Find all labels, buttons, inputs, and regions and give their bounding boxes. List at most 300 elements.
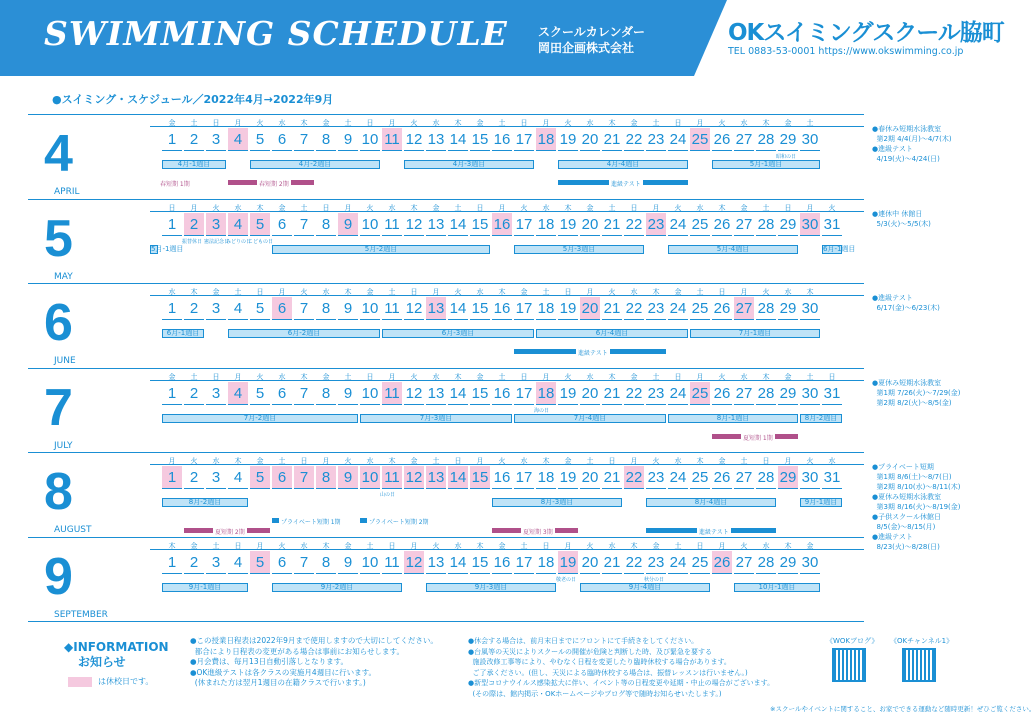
weekday-label: 日 [608,457,616,465]
weekday-label: 水 [586,372,594,381]
holiday-day-cell: 12 [404,466,424,489]
weekday-label: 土 [366,541,374,550]
blog-qr-code[interactable] [832,648,866,682]
weekday-label: 日 [520,372,528,381]
month-divider [28,199,864,200]
day-cell: 24 [668,128,688,151]
day-cell: 2 [184,128,204,151]
week-label: 7月-3週目 [360,414,512,423]
day-cell: 3 [206,382,226,405]
holiday-day-cell: 16 [492,213,512,236]
day-cell: 10 [360,213,380,236]
weekday-label: 木 [762,119,770,127]
month-notes: ●夏休み短期水泳教室 第1期 7/26(火)～7/29(金) 第2期 8/2(火)～8/5(金) [872,378,961,407]
month-notes: ●進級テスト 6/17(金)～6/23(木) [872,294,940,312]
day-cell: 7 [294,213,314,236]
holiday-legend-swatch [68,677,92,687]
week-label: 4月-3週目 [404,160,534,169]
weekday-label: 土 [190,119,198,127]
weekday-label: 木 [806,288,814,296]
day-cell: 8 [316,551,336,574]
weekday-label: 木 [410,203,418,212]
day-cell: 8 [316,128,336,151]
day-cell: 15 [470,213,490,236]
weekday-label: 火 [410,119,418,127]
day-cell: 13 [426,551,446,574]
weekday-label: 水 [168,288,176,296]
day-cell: 28 [756,213,776,236]
weekday-label: 土 [498,372,506,381]
weekday-label: 日 [674,119,682,127]
weekday-label: 水 [454,541,462,550]
day-cell: 13 [426,128,446,151]
event-label: 春短期 1期 [160,181,190,188]
weekday-label: 火 [256,119,264,127]
week-label: 6月-1週目 [162,329,204,338]
weekday-label: 火 [828,203,836,212]
weekday-label: 水 [542,203,550,212]
holiday-day-cell: 13 [426,466,446,489]
month-divider [28,537,864,538]
week-label: 8月-1週目 [668,414,798,423]
weekday-label: 月 [806,203,814,212]
weekday-label: 水 [740,372,748,381]
day-cell: 22 [624,213,644,236]
day-cell: 20 [580,382,600,405]
day-cell: 26 [712,382,732,405]
weekday-label: 水 [234,203,242,212]
day-note: こどもの日 [248,238,274,245]
weekday-label: 水 [828,457,836,465]
weekday-label: 土 [696,288,704,296]
day-cell: 6 [272,213,292,236]
holiday-day-cell: 9 [338,466,358,489]
holiday-day-cell: 4 [228,382,248,405]
weekday-label: 月 [432,288,440,296]
weekday-label: 火 [520,203,528,212]
weekday-label: 火 [190,457,198,465]
day-cell: 19 [558,213,578,236]
weekday-label: 木 [454,119,462,127]
weekday-label: 木 [256,203,264,212]
weekday-label: 水 [520,457,528,465]
weekday-label: 水 [630,288,638,296]
holiday-day-cell: 6 [272,466,292,489]
weekday-label: 火 [278,541,286,550]
weekday-label: 火 [454,288,462,296]
holiday-day-cell: 22 [624,466,644,489]
weekday-label: 日 [542,541,550,550]
day-cell: 4 [228,551,248,574]
weekday-label: 日 [784,203,792,212]
weekday-label: 木 [784,541,792,550]
day-cell: 24 [668,213,688,236]
day-note: 昭和の日 [776,154,797,160]
day-cell: 9 [338,551,358,574]
week-label: 9月-2週目 [272,583,402,592]
day-cell: 14 [448,297,468,320]
month-name: AUGUST [54,525,92,535]
day-cell: 3 [206,466,226,489]
day-cell: 24 [668,382,688,405]
week-label: 7月-2週目 [162,414,358,423]
weekday-label: 金 [322,372,330,381]
event-label: 進級テスト [611,181,641,188]
day-cell: 16 [492,551,512,574]
month-block [0,203,1024,287]
day-cell: 26 [712,297,732,320]
holiday-day-cell: 27 [734,297,754,320]
weekday-label: 金 [806,541,814,550]
holiday-day-cell: 5 [250,551,270,574]
month-name: APRIL [54,187,80,197]
weekday-label: 火 [652,457,660,465]
week-label: 10月-1週目 [734,583,820,592]
weekday-label: 月 [740,288,748,296]
day-cell: 1 [162,297,182,320]
day-cell: 21 [602,466,622,489]
weekday-label: 金 [652,541,660,550]
weekday-label: 日 [564,288,572,296]
day-cell: 14 [448,551,468,574]
week-label: 6月-3週目 [382,329,534,338]
day-cell: 2 [184,551,204,574]
weekday-label: 月 [696,372,704,381]
weekday-label: 月 [718,541,726,550]
day-cell: 30 [800,382,820,405]
day-cell: 11 [382,213,402,236]
weekday-label: 月 [388,119,396,127]
weekday-label: 土 [806,119,814,127]
month-divider [28,283,864,284]
weekday-label: 金 [190,541,198,550]
weekday-label: 金 [256,457,264,465]
weekday-label: 日 [762,457,770,465]
weekday-label: 水 [432,372,440,381]
weekday-label: 土 [674,541,682,550]
weekday-label: 火 [586,541,594,550]
event-label: 夏短期 1期 [743,434,773,442]
weekday-label: 水 [432,119,440,127]
channel-qr-code[interactable] [902,648,936,682]
day-cell: 28 [756,466,776,489]
weekday-label: 木 [564,203,572,212]
weekday-label: 月 [168,457,176,465]
weekday-label: 火 [344,457,352,465]
week-label: 5月-2週目 [272,245,490,254]
day-cell: 22 [624,128,644,151]
holiday-day-cell: 18 [536,382,556,405]
weekday-label: 土 [520,541,528,550]
weekday-label: 土 [344,372,352,381]
day-cell: 22 [624,551,644,574]
weekday-label: 土 [586,457,594,465]
week-label: 6月-2週目 [228,329,380,338]
day-cell: 7 [294,128,314,151]
week-label: 8月-2週目 [162,498,248,507]
weekday-label: 火 [212,203,220,212]
weekday-label: 日 [454,457,462,465]
weekday-label: 月 [564,541,572,550]
day-cell: 12 [404,382,424,405]
day-cell: 14 [448,128,468,151]
schedule-period: ●スイミング・スケジュール／2022年4月→2022年9月 [52,93,334,106]
event-label: 夏短期 3期 [523,529,553,536]
month-name: MAY [54,271,73,282]
channel-qr-label: 《OKチャンネル1》 [890,637,954,645]
weekday-label: 水 [278,372,286,381]
day-cell: 3 [206,297,226,320]
holiday-day-cell: 25 [690,128,710,151]
weekday-label: 月 [476,457,484,465]
holiday-day-cell: 20 [580,297,600,320]
weekday-label: 月 [784,457,792,465]
day-cell: 28 [756,297,776,320]
holiday-day-cell: 1 [162,466,182,489]
weekday-label: 火 [718,372,726,381]
month-name: SEPTEMBER [54,609,108,620]
weekday-label: 木 [300,372,308,381]
day-cell: 28 [756,128,776,151]
weekday-label: 土 [652,372,660,381]
holiday-day-cell: 12 [404,551,424,574]
info-footer: ※スクールやイベントに関すること、お家でできる運動など随時更新！ぜひご覧ください。 [770,705,1035,713]
holiday-day-cell: 29 [778,466,798,489]
day-cell: 6 [272,551,292,574]
weekday-label: 土 [432,457,440,465]
weekday-label: 金 [630,372,638,381]
weekday-label: 水 [674,457,682,465]
day-cell: 27 [734,213,754,236]
weekday-label: 土 [652,119,660,127]
holiday-day-cell: 2 [184,213,204,236]
day-note: 振替休日 [182,238,203,245]
weekday-label: 土 [190,372,198,381]
page-title: SWIMMING SCHEDULE [44,14,508,53]
holiday-day-cell: 11 [382,382,402,405]
day-cell: 30 [800,128,820,151]
day-cell: 5 [250,382,270,405]
weekday-label: 月 [344,203,352,212]
subtitle-line2: 岡田企画株式会社 [538,41,635,55]
day-cell: 8 [316,297,336,320]
week-label: 8月-4週目 [646,498,776,507]
weekday-label: 金 [410,457,418,465]
day-cell: 23 [646,297,666,320]
day-cell: 26 [712,466,732,489]
day-cell: 15 [470,551,490,574]
holiday-day-cell: 11 [382,128,402,151]
day-cell: 1 [162,128,182,151]
holiday-day-cell: 5 [250,213,270,236]
month-notes: ●連休中 休館日 5/3(火)～5/5(木) [872,209,931,228]
month-number: 9 [44,547,73,606]
day-cell: 5 [250,297,270,320]
holiday-day-cell: 15 [470,466,490,489]
weekday-label: 月 [498,203,506,212]
bottom-divider [28,621,864,622]
day-cell: 26 [712,128,732,151]
day-cell: 29 [778,551,798,574]
day-cell: 21 [602,128,622,151]
day-cell: 29 [778,382,798,405]
school-logo: OKスイミングスクール脇町 [728,20,1004,46]
holiday-day-cell: 30 [800,213,820,236]
weekday-label: 日 [234,541,242,550]
information-title [64,640,169,670]
holiday-day-cell: 7 [294,466,314,489]
day-note: 憲法記念日 [204,238,230,245]
weekday-label: 月 [278,288,286,296]
day-cell: 11 [382,297,402,320]
weekday-label: 日 [476,203,484,212]
weekday-label: 日 [828,372,836,381]
weekday-label: 木 [630,541,638,550]
day-cell: 29 [778,297,798,320]
day-cell: 30 [800,551,820,574]
day-cell: 9 [338,128,358,151]
day-cell: 25 [690,466,710,489]
day-cell: 22 [624,382,644,405]
day-cell: 3 [206,128,226,151]
weekday-label: 金 [344,541,352,550]
weekday-label: 日 [256,288,264,296]
weekday-label: 火 [564,372,572,381]
header-subtitle [538,24,645,56]
day-cell: 12 [404,213,424,236]
day-cell: 17 [514,466,534,489]
month-block [0,541,1024,625]
holiday-day-cell: 8 [316,466,336,489]
weekday-label: 土 [740,457,748,465]
day-cell: 25 [690,551,710,574]
weekday-label: 水 [696,203,704,212]
month-block [0,456,1024,551]
weekday-label: 木 [498,288,506,296]
day-cell: 27 [734,128,754,151]
week-label: 5月-1週目 [151,244,184,253]
month-divider [28,114,864,115]
contact-info: TEL 0883-53-0001 https://www.okswimming.co.jp [728,46,964,57]
day-note: 山の日 [380,492,396,498]
holiday-day-cell: 10 [360,466,380,489]
day-cell: 19 [558,466,578,489]
week-label: 7月-1週目 [690,329,820,338]
day-cell: 17 [514,128,534,151]
weekday-label: 水 [762,541,770,550]
event-label: 夏短期 2期 [215,529,245,536]
day-cell: 10 [360,128,380,151]
day-cell: 21 [602,297,622,320]
holiday-day-cell: 13 [426,297,446,320]
weekday-label: 月 [542,372,550,381]
info-notes-left: ●この授業日程表は2022年9月まで使用しますので大切にしてください。 都合により日程表の変更がある場合は事前にお知らせします。 ●月会費は、毎月13日自動引落しとなります。 ●OK進級テストは各クラスの実施月4週目に行います。 (休まれた方は翌月1週目の在籍クラスで行います。) [190,636,438,687]
weekday-label: 土 [234,288,242,296]
holiday-day-cell: 4 [228,128,248,151]
day-cell: 16 [492,297,512,320]
holiday-day-cell: 4 [228,213,248,236]
month-block [0,372,1024,456]
day-cell: 23 [646,551,666,574]
weekday-label: 水 [300,541,308,550]
weekday-label: 木 [454,372,462,381]
weekday-label: 土 [300,203,308,212]
event-label: プライベート短期 2期 [369,519,429,526]
day-cell: 6 [272,382,292,405]
day-cell: 6 [272,128,292,151]
day-cell: 8 [316,213,336,236]
event-label: 進級テスト [578,350,608,357]
weekday-label: 月 [190,203,198,212]
blog-qr-label: 《WOKブログ》 [826,637,879,645]
holiday-day-cell: 23 [646,213,666,236]
day-cell: 2 [184,382,204,405]
day-cell: 17 [514,551,534,574]
holiday-day-cell: 5 [250,466,270,489]
day-cell: 29 [778,213,798,236]
weekday-label: 金 [586,203,594,212]
day-cell: 24 [668,297,688,320]
holiday-day-cell: 11 [382,466,402,489]
day-cell: 19 [558,128,578,151]
weekday-label: 水 [608,541,616,550]
weekday-label: 木 [190,288,198,296]
day-cell: 20 [580,466,600,489]
information-title-jp: お知らせ [78,655,126,669]
day-cell: 23 [646,382,666,405]
day-cell: 7 [294,382,314,405]
weekday-label: 木 [608,372,616,381]
day-note: みどりの日 [226,238,252,245]
weekday-label: 木 [696,457,704,465]
day-cell: 28 [756,551,776,574]
weekday-label: 水 [322,288,330,296]
day-cell: 16 [492,466,512,489]
month-number: 5 [44,209,73,268]
holiday-day-cell: 19 [558,551,578,574]
day-cell: 2 [184,466,204,489]
week-label: 4月-4週目 [558,160,688,169]
day-cell: 15 [470,128,490,151]
weekday-label: 水 [740,119,748,127]
day-cell: 8 [316,382,336,405]
day-cell: 25 [690,297,710,320]
holiday-day-cell: 14 [448,466,468,489]
weekday-label: 金 [784,372,792,381]
weekday-label: 金 [432,203,440,212]
day-cell: 26 [712,213,732,236]
weekday-label: 木 [168,541,176,550]
day-cell: 18 [536,297,556,320]
day-cell: 13 [426,382,446,405]
weekday-label: 月 [586,288,594,296]
day-cell: 20 [580,128,600,151]
weekday-label: 月 [322,457,330,465]
weekday-label: 水 [586,119,594,127]
weekday-label: 金 [168,119,176,127]
month-name: JUNE [54,356,76,366]
month-divider [28,368,864,369]
day-cell: 31 [822,213,842,236]
weekday-label: 土 [344,119,352,127]
day-cell: 21 [602,551,622,574]
day-cell: 18 [536,213,556,236]
day-note: 海の日 [534,407,550,414]
weekday-label: 土 [454,203,462,212]
day-cell: 3 [206,551,226,574]
week-label: 8月-3週目 [492,498,622,507]
holiday-day-cell: 26 [712,551,732,574]
